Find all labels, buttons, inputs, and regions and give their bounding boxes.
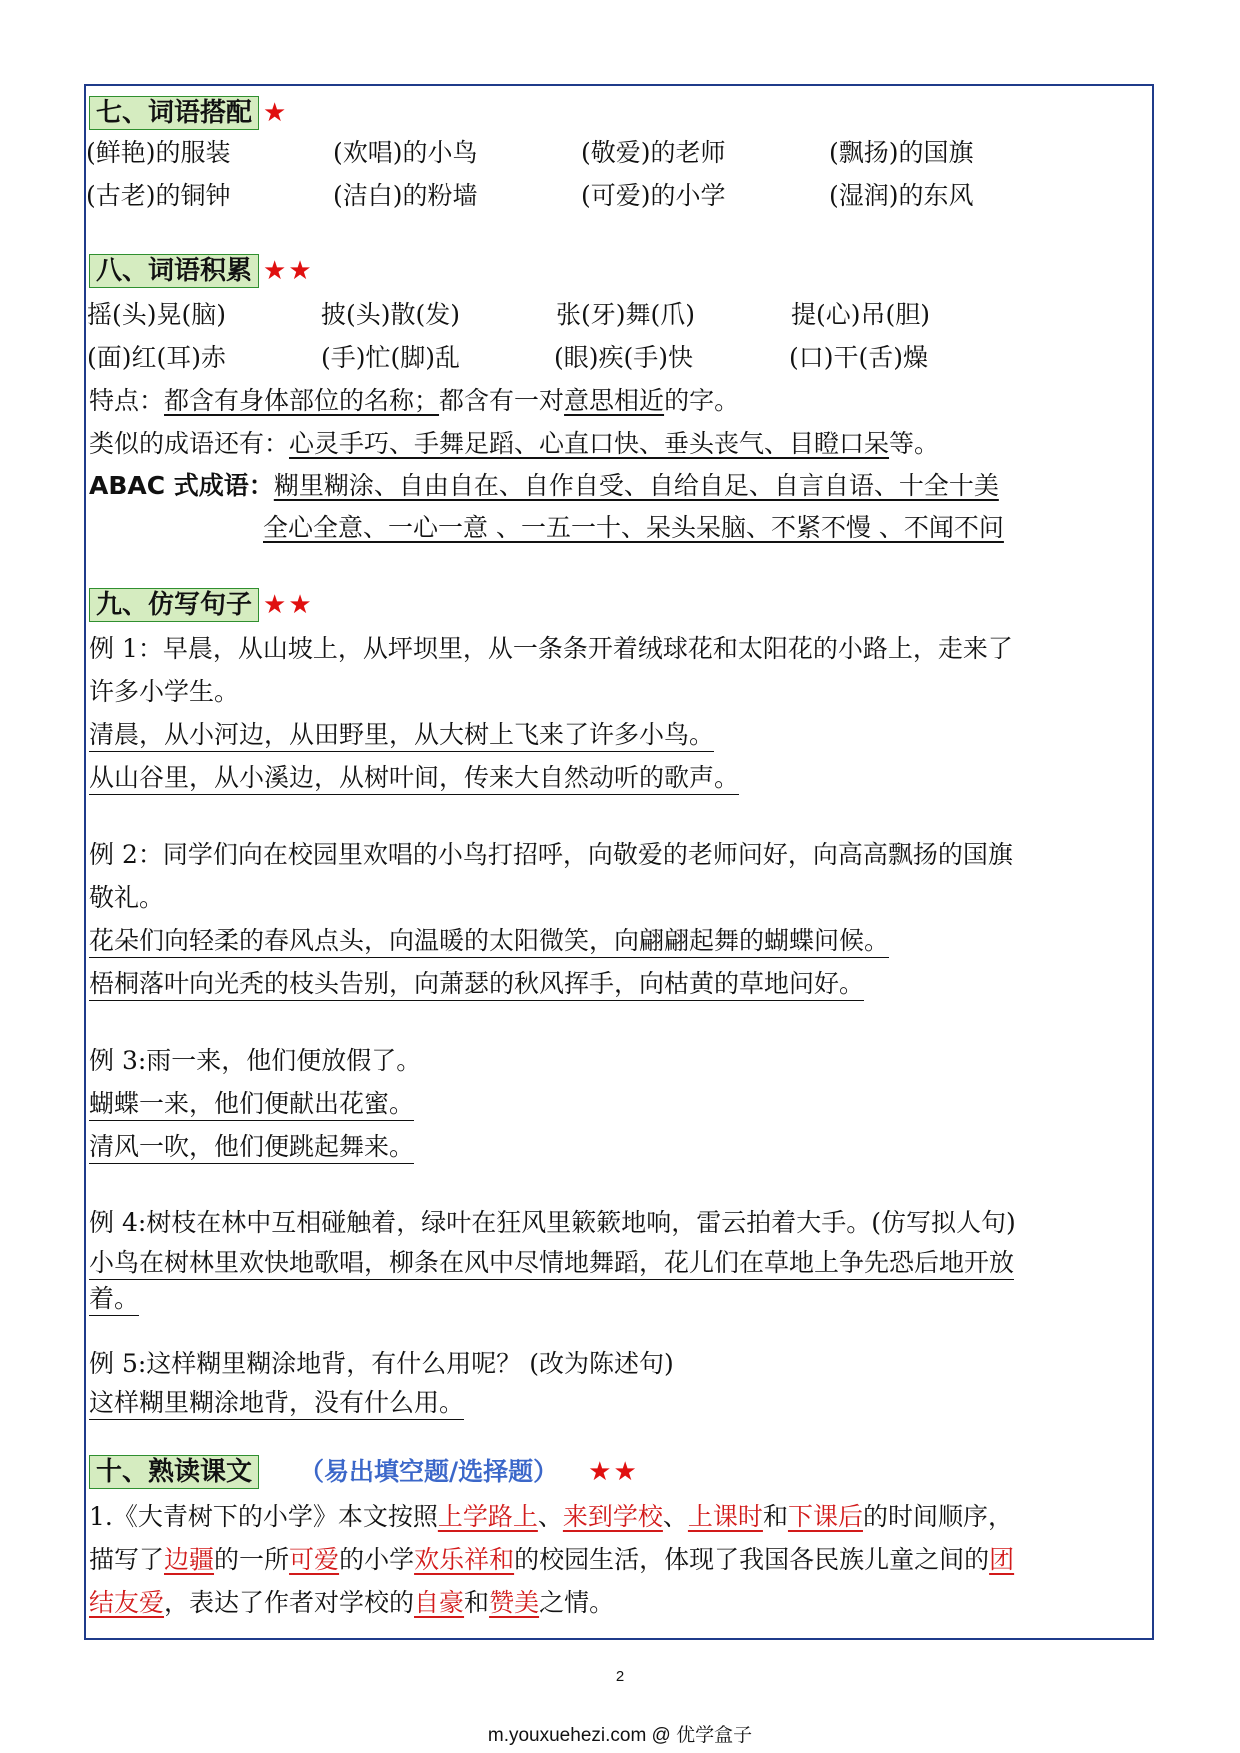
answer-text: 清晨，从小河边，从田野里，从大树上飞来了许多小鸟。 [89,720,714,752]
section-10-header [89,1455,639,1489]
example-1-answer-1 [89,718,714,752]
text: 之情。 [539,1588,615,1617]
idiom: (面)红(耳)赤 [87,343,227,372]
example-4-answer-1 [89,1246,1014,1280]
section-9-header [89,588,314,622]
abac-line-1 [89,469,999,503]
example-2: 例 2：同学们向在校园里欢唱的小鸟打招呼，向敬爱的老师问好，向高高飘扬的国旗 [89,840,1013,869]
footer-url: m.youxuehezi.com @ 优学盒子 [487,1725,753,1746]
idiom: (眼)疾(手)快 [554,343,694,372]
example-1-answer-2 [89,761,739,795]
example-2-cont: 敬礼。 [89,883,165,912]
word-pair: (可爱)的小学 [581,181,726,210]
abac-label: ABAC 式成语： [89,471,274,500]
word-pair: (洁白)的粉墙 [333,181,478,210]
example-2-answer-1 [89,924,889,958]
answer-red: 赞美 [489,1588,540,1617]
star-rating: ★★ [588,1457,639,1487]
text: ，表达了作者对学校的 [164,1588,415,1617]
answer-text: 清风一吹，他们便跳起舞来。 [89,1132,414,1164]
text: 和 [762,1502,788,1531]
feature-answer: 都含有身体部位的名称； [164,386,440,415]
star-rating: ★★ [263,590,314,620]
idiom: (口)干(舌)燥 [789,343,929,372]
word-pair: (湿润)的东风 [829,181,974,210]
sec7-row-1 [86,136,1149,170]
example-4: 例 4:树枝在林中互相碰触着，绿叶在狂风里簌簌地响，雷云拍着大手。(仿写拟人句) [89,1208,1016,1237]
text-paragraph-line-2 [89,1543,1014,1577]
example-3: 例 3:雨一来，他们便放假了。 [89,1046,422,1075]
sec8-row-1 [89,298,1149,332]
similar-end: 等。 [889,429,940,458]
section-8-header [89,254,314,288]
answer-red: 团 [989,1545,1015,1574]
word-pair: (欢唱)的小鸟 [333,138,478,167]
abac-line-2 [263,511,1004,545]
similar-answer: 心灵手巧、手舞足蹈、心直口快、垂头丧气、目瞪口呆 [289,429,890,458]
text: 和 [464,1588,490,1617]
answer-red: 可爱 [289,1545,340,1574]
text: 的一所 [214,1545,290,1574]
abac-answer: 糊里糊涂、自由自在、自作自受、自给自足、自言自语、十全十美 [273,471,999,500]
abac-answer: 全心全意、一心一意 、一五一十、呆头呆脑、不紧不慢 、不闻不问 [263,513,1004,542]
answer-text: 这样糊里糊涂地背，没有什么用。 [89,1388,464,1420]
section-title: 七、词语搭配 [89,96,259,130]
text: 的时间顺序， [862,1502,1013,1531]
word-pair: (鲜艳)的服装 [86,138,231,167]
answer-red: 边疆 [164,1545,215,1574]
text-paragraph-line-3 [89,1586,614,1620]
answer-text: 梧桐落叶向光秃的枝头告别，向萧瑟的秋风挥手，向枯黄的草地问好。 [89,969,864,1001]
answer-text: 蝴蝶一来，他们便献出花蜜。 [89,1089,414,1121]
similar-label: 类似的成语还有： [89,429,290,458]
star-rating: ★★ [263,256,314,286]
text: 的小学 [339,1545,415,1574]
idiom: 张(牙)舞(爪) [556,300,696,329]
feature-text: 的字。 [664,386,740,415]
section-title: 八、词语积累 [89,254,259,288]
example-1: 例 1：早晨，从山坡上，从坪坝里，从一条条开着绒球花和太阳花的小路上，走来了 [89,634,1013,663]
star-rating: ★ [263,98,289,128]
answer-text: 从山谷里，从小溪边，从树叶间，传来大自然动听的歌声。 [89,763,739,795]
text: 、 [662,1502,688,1531]
page-number: 2 [615,1668,625,1685]
word-pair: (古老)的铜钟 [86,181,231,210]
idiom: 摇(头)晃(脑) [87,300,227,329]
answer-text: 着。 [89,1284,139,1316]
sec8-row-2 [89,341,1149,375]
example-5: 例 5:这样糊里糊涂地背，有什么用呢？ (改为陈述句) [89,1349,674,1378]
section-title: 十、熟读课文 [89,1455,259,1489]
word-pair: (飘扬)的国旗 [829,138,974,167]
example-5-answer [89,1386,464,1420]
feature-answer: 意思相近 [564,386,665,415]
answer-red: 上学路上 [437,1502,538,1531]
sec7-row-2 [86,179,1149,213]
example-3-answer-2 [89,1130,414,1164]
answer-red: 来到学校 [562,1502,663,1531]
answer-red: 欢乐祥和 [414,1545,515,1574]
example-4-answer-2 [89,1282,139,1316]
feature-line [89,384,739,418]
example-3-answer-1 [89,1087,414,1121]
feature-label: 特点： [89,386,165,415]
text: 、 [537,1502,563,1531]
word-pair: (敬爱)的老师 [581,138,726,167]
feature-text: 都含有一对 [439,386,565,415]
text-paragraph-line-1 [89,1500,1013,1534]
answer-text: 花朵们向轻柔的春风点头，向温暖的太阳微笑，向翩翩起舞的蝴蝶问候。 [89,926,889,958]
answer-text: 小鸟在树林里欢快地歌唱，柳条在风中尽情地舞蹈，花儿们在草地上争先恐后地开放 [89,1248,1014,1280]
similar-idioms-line [89,427,939,461]
text: 描写了 [89,1545,165,1574]
answer-red: 上课时 [687,1502,763,1531]
example-2-answer-2 [89,967,864,1001]
answer-red: 下课后 [787,1502,863,1531]
section-7-header [89,96,288,130]
text: 的校园生活，体现了我国各民族儿童之间的 [514,1545,990,1574]
section-title: 九、仿写句子 [89,588,259,622]
idiom: (手)忙(脚)乱 [321,343,461,372]
idiom: 提(心)吊(胆) [791,300,931,329]
text: 1.《大青树下的小学》本文按照 [89,1502,438,1531]
answer-red: 结友爱 [89,1588,165,1617]
answer-red: 自豪 [414,1588,465,1617]
section-note: （易出填空题/选择题） [299,1457,559,1486]
example-1-cont: 许多小学生。 [89,677,240,706]
idiom: 披(头)散(发) [321,300,461,329]
